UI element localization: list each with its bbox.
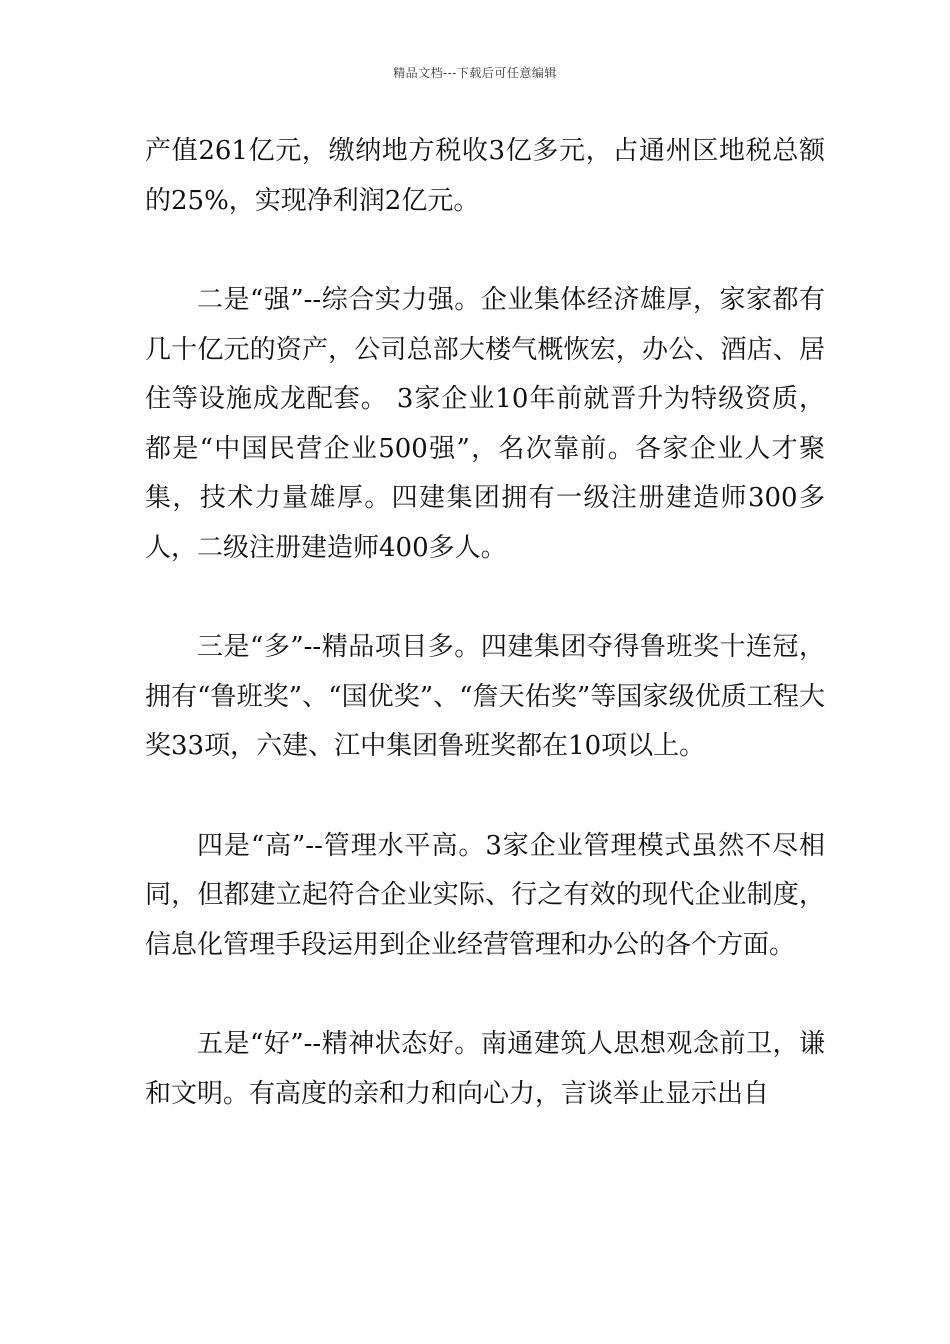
paragraph-1: 产值261亿元，缴纳地方税收3亿多元，占通州区地税总额的25%，实现净利润2亿元。 xyxy=(145,136,825,216)
page-header: 精品文档---下载后可任意编辑 xyxy=(393,66,557,80)
paragraph-2: 二是“强”--综合实力强。企业集体经济雄厚，家家都有几十亿元的资产，公司总部大楼气概恢宏，办公、酒店、居住等设施成龙配套。 3家企业10年前就晋升为特级资质，都是“中国民营企业500强”，名次靠前。各家企业人才聚集，技术力量雄厚。四建集团拥有一级注册建造师300多人，二级注册建造师400多人。 xyxy=(145,285,825,563)
paragraph-5: 五是“好”--精神状态好。南通建筑人思想观念前卫，谦和文明。有高度的亲和力和向心力，言谈举止显示出自 xyxy=(145,1029,825,1109)
document-body xyxy=(145,127,825,1169)
paragraph-3: 三是“多”--精品项目多。四建集团夺得鲁班奖十连冠，拥有“鲁班奖”、“国优奖”、“詹天佑奖”等国家级优质工程大奖33项，六建、江中集团鲁班奖都在10项以上。 xyxy=(145,632,825,761)
paragraph-4: 四是“高”--管理水平高。3家企业管理模式虽然不尽相同，但都建立起符合企业实际、行之有效的现代企业制度，信息化管理手段运用到企业经营管理和办公的各个方面。 xyxy=(145,830,825,960)
